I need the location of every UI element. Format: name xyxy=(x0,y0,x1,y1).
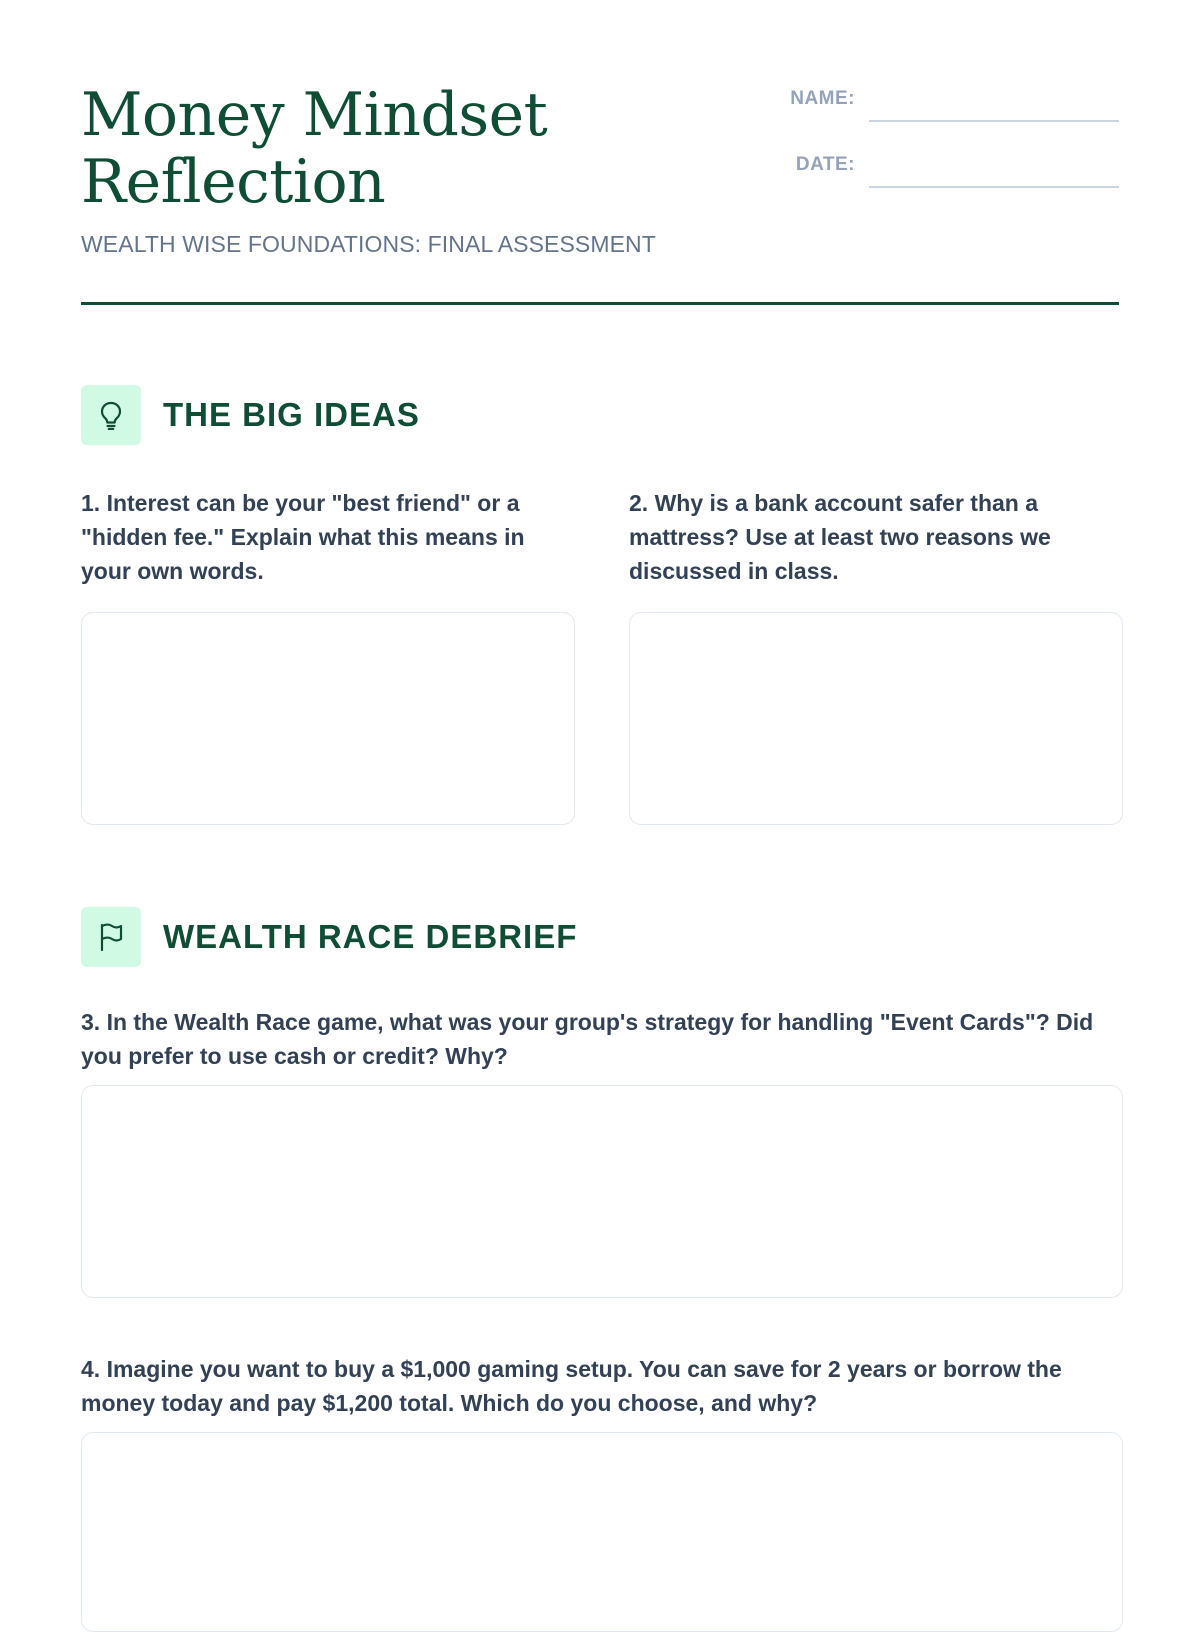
section-title-big-ideas: THE BIG IDEAS xyxy=(163,396,420,433)
answer-input-4[interactable] xyxy=(82,1433,1122,1631)
section-header-big-ideas xyxy=(81,385,420,445)
date-label: DATE: xyxy=(795,154,855,175)
title-line-2: Reflection xyxy=(81,147,386,217)
question-4: 4. Imagine you want to buy a $1,000 gaming setup. You can save for 2 years or borrow the money today and pay $1,200 total. Which do you choose, and why? xyxy=(81,1356,1062,1416)
name-field[interactable] xyxy=(869,90,1119,122)
question-1: 1. Interest can be your "best friend" or a "hidden fee." Explain what this means in your own words. xyxy=(81,490,525,584)
name-row xyxy=(681,82,1119,122)
name-label: NAME: xyxy=(790,88,855,109)
answer-box-1[interactable] xyxy=(81,612,575,825)
worksheet-header xyxy=(81,0,1119,305)
answer-box-2[interactable] xyxy=(629,612,1123,825)
answer-input-2[interactable] xyxy=(630,613,1122,824)
flag-icon xyxy=(81,907,141,967)
page-subtitle: WEALTH WISE FOUNDATIONS: FINAL ASSESSMENT xyxy=(81,231,656,257)
answer-input-1[interactable] xyxy=(82,613,574,824)
section-title-wealth-race: WEALTH RACE DEBRIEF xyxy=(163,918,578,955)
date-field[interactable] xyxy=(869,156,1119,188)
date-row xyxy=(681,148,1119,188)
question-2: 2. Why is a bank account safer than a mattress? Use at least two reasons we discussed in class. xyxy=(629,490,1051,584)
answer-box-4[interactable] xyxy=(81,1432,1123,1632)
answer-box-3[interactable] xyxy=(81,1085,1123,1298)
lightbulb-icon xyxy=(81,385,141,445)
title-line-1: Money Mindset xyxy=(81,80,548,150)
answer-input-3[interactable] xyxy=(82,1086,1122,1297)
question-3: 3. In the Wealth Race game, what was your group's strategy for handling "Event Cards"? Did you prefer to use cash or credit? Why? xyxy=(81,1009,1094,1069)
section-header-wealth-race xyxy=(81,907,577,967)
page-title xyxy=(81,82,547,216)
